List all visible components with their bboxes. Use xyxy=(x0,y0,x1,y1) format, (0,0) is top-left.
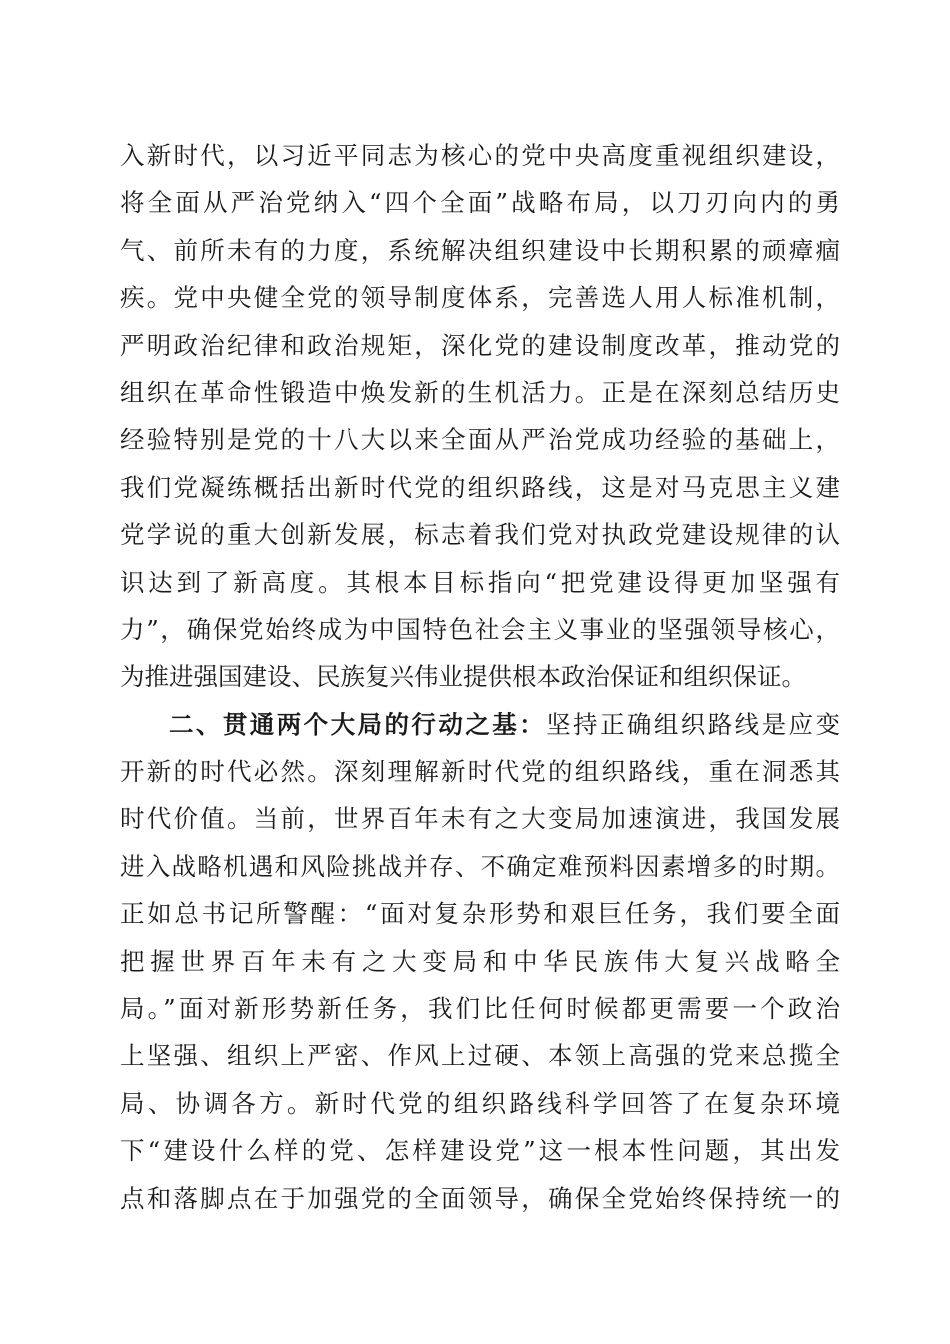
text-line: 识达到了新高度。其根本目标指向“把党建设得更加坚强有 xyxy=(120,567,840,597)
text-line: 点和落脚点在于加强党的全面领导，确保全党始终保持统一的 xyxy=(120,1183,840,1213)
text-line: 为推进强国建设、民族复兴伟业提供根本政治保证和组织保证。 xyxy=(120,662,806,692)
section-heading-line xyxy=(120,701,840,748)
text-line: 疾。党中央健全党的领导制度体系，完善选人用人标准机制， xyxy=(120,283,840,313)
text-line: 党学说的重大创新发展，标志着我们党对执政党建设规律的认 xyxy=(120,520,840,550)
text-line: 上坚强、组织上严密、作风上过硬、本领上高强的党来总揽全 xyxy=(120,1041,840,1071)
text-line: 经验特别是党的十八大以来全面从严治党成功经验的基础上， xyxy=(120,425,840,455)
text-line: 局。”面对新形势新任务，我们比任何时候都更需要一个政治 xyxy=(120,994,840,1024)
text-line: 正如总书记所警醒：“面对复杂形势和艰巨任务，我们要全面 xyxy=(120,899,840,929)
paragraph-1 xyxy=(120,132,840,701)
text-line: 组织在革命性锻造中焕发新的生机活力。正是在深刻总结历史 xyxy=(120,377,840,407)
paragraph-2 xyxy=(120,701,840,1222)
text-line: 我们党凝练概括出新时代党的组织路线，这是对马克思主义建 xyxy=(120,472,840,502)
text-line: 力”，确保党始终成为中国特色社会主义事业的坚强领导核心， xyxy=(120,614,840,644)
text-line: 局、协调各方。新时代党的组织路线科学回答了在复杂环境 xyxy=(120,1088,840,1118)
text-line: 下“建设什么样的党、怎样建设党”这一根本性问题，其出发 xyxy=(120,1136,840,1166)
section-heading-continuation: 坚持正确组织路线是应变 xyxy=(546,709,840,739)
section-heading: 二、贯通两个大局的行动之基： xyxy=(169,709,547,739)
text-line: 将全面从严治党纳入“四个全面”战略布局，以刀刃向内的勇 xyxy=(120,188,840,218)
text-line: 开新的时代必然。深刻理解新时代党的组织路线，重在洞悉其 xyxy=(120,757,840,787)
body-text xyxy=(120,132,840,1222)
text-line: 入新时代，以习近平同志为核心的党中央高度重视组织建设， xyxy=(120,141,840,170)
text-line: 严明政治纪律和政治规矩，深化党的建设制度改革，推动党的 xyxy=(120,330,840,360)
text-line: 把握世界百年未有之大变局和中华民族伟大复兴战略全 xyxy=(120,946,840,976)
text-line: 进入战略机遇和风险挑战并存、不确定难预料因素增多的时期。 xyxy=(120,851,840,881)
text-line: 时代价值。当前，世界百年未有之大变局加速演进，我国发展 xyxy=(120,804,840,834)
text-line: 气、前所未有的力度，系统解决组织建设中长期积累的顽瘴痼 xyxy=(120,235,840,265)
